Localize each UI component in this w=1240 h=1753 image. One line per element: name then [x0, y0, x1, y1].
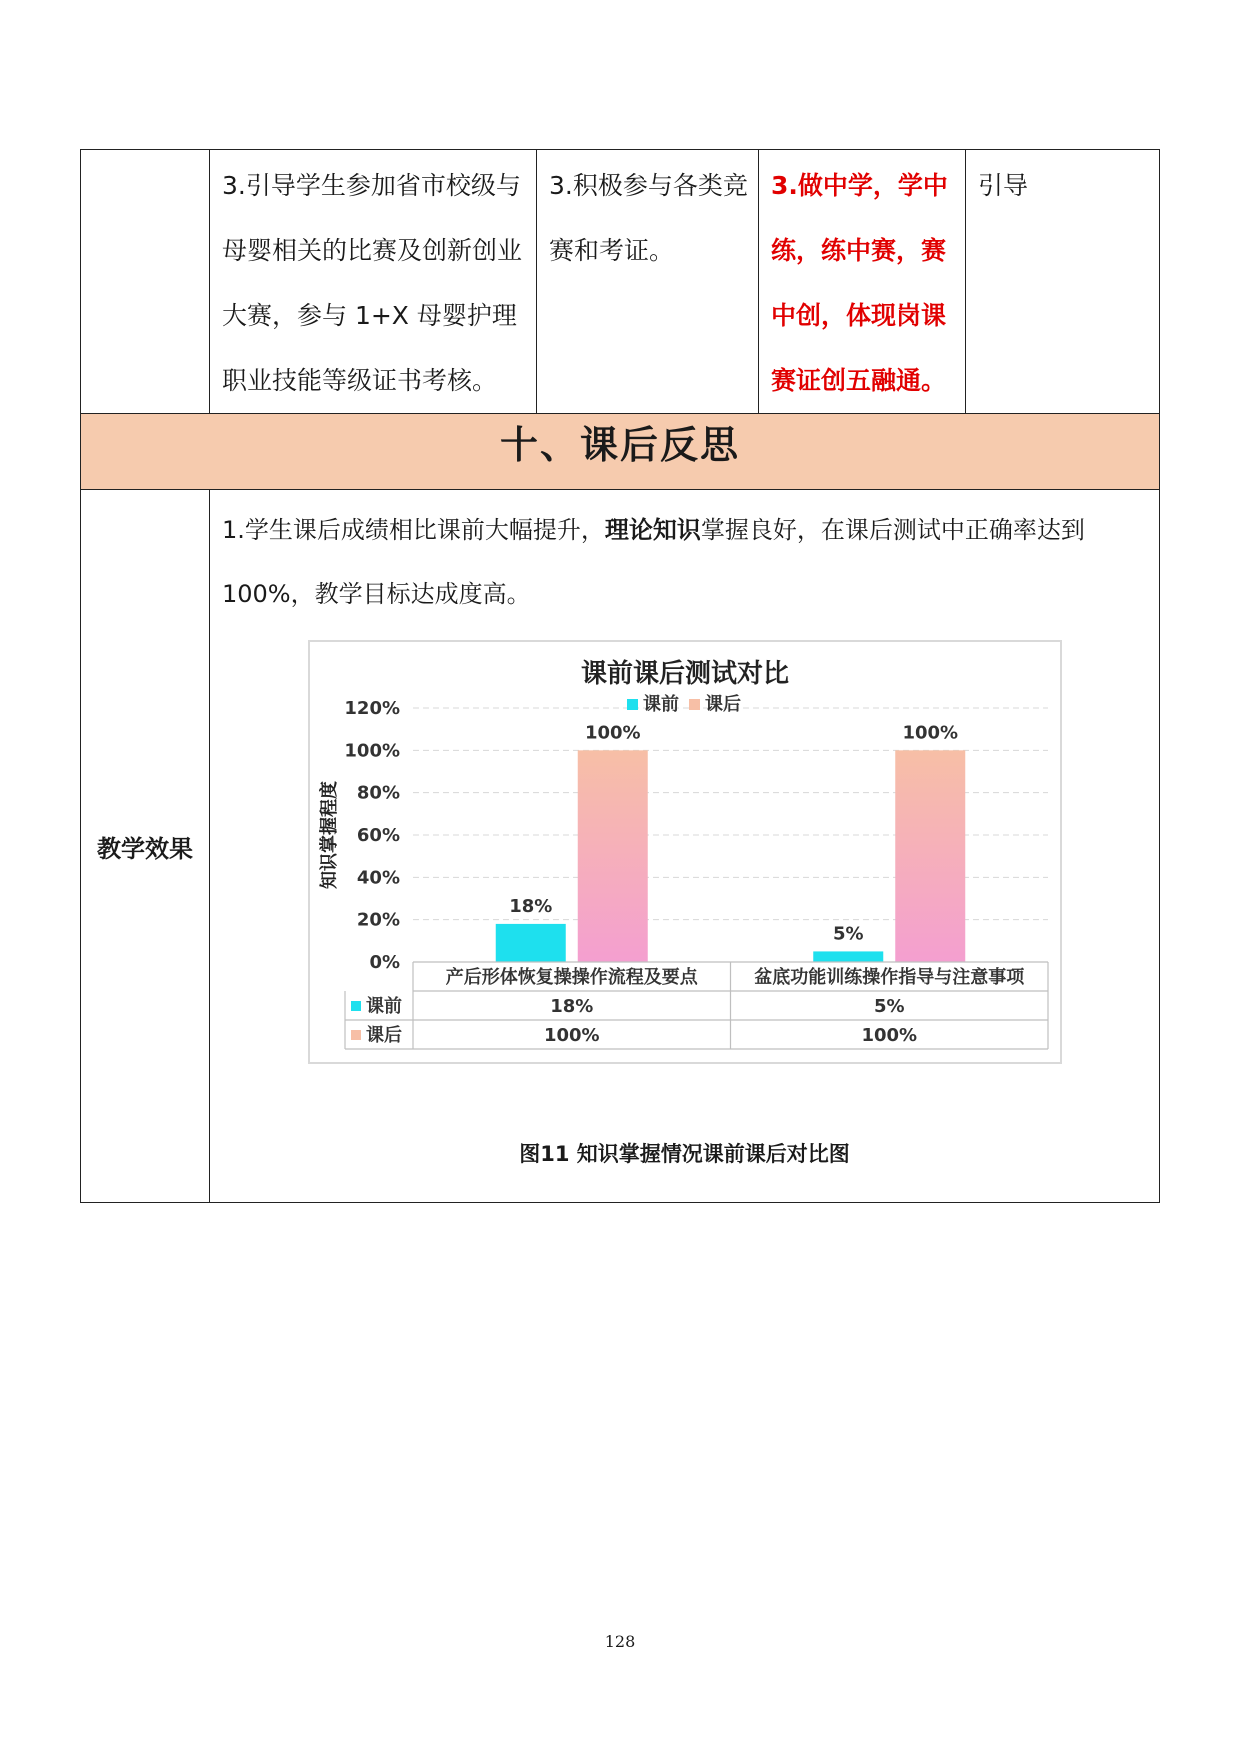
section-header [81, 414, 1160, 490]
figure-caption: 图11 知识掌握情况课前课后对比图 [519, 1142, 850, 1166]
top-row [81, 150, 1160, 414]
table-legend-swatch [351, 1001, 361, 1011]
bar-data-label: 100% [902, 722, 959, 744]
y-tick-label: 80% [356, 782, 400, 804]
top-row-label-cell [81, 150, 210, 414]
category-label: 产后形体恢复操操作流程及要点 [445, 967, 698, 988]
section-header-row [81, 414, 1160, 490]
effect-row [81, 490, 1160, 1203]
category-label: 盆底功能训练操作指导与注意事项 [754, 967, 1025, 988]
bar-after [895, 750, 965, 962]
legend-label: 课前 [643, 694, 679, 715]
effect-text: 1.学生课后成绩相比课前大幅提升，理论知识掌握良好，在课后测试中正确率达到100%，教学目标达成度高。 [222, 516, 1085, 608]
table-value: 100% [861, 1025, 918, 1046]
effect-label: 教学效果 [81, 490, 210, 1203]
chart-title: 课前课后测试对比 [580, 659, 790, 689]
y-tick-label: 40% [356, 867, 400, 889]
y-tick-label: 60% [356, 825, 400, 846]
table-value: 5% [873, 996, 905, 1017]
bar-before [813, 951, 883, 962]
table-value: 100% [543, 1025, 600, 1046]
bar-data-label: 18% [509, 895, 553, 917]
legend-swatch [689, 699, 700, 710]
top-row-method: 引导 [966, 150, 1160, 414]
section-title: 十、课后反思 [499, 423, 740, 467]
top-row-design-intent: 3.做中学，学中练，练中赛，赛中创，体现岗课赛证创五融通。 [759, 150, 966, 414]
y-tick-label: 0% [369, 952, 400, 973]
table-legend-swatch [351, 1030, 361, 1040]
y-tick-label: 20% [356, 909, 400, 931]
bar-chart [310, 642, 1060, 1062]
legend-label: 课后 [705, 694, 741, 715]
table-series-label: 课前 [366, 996, 402, 1017]
chart-container [308, 640, 1062, 1064]
top-row-teacher-activity: 3.引导学生参加省市校级与母婴相关的比赛及创新创业大赛，参与 1+X 母婴护理职业技能等级证书考核。 [210, 150, 537, 414]
table-series-label: 课后 [366, 1025, 402, 1046]
page-number: 128 [604, 1632, 636, 1651]
lesson-plan-table [80, 149, 1160, 1203]
y-axis-label: 知识掌握程度 [319, 781, 340, 889]
bar-before [496, 924, 566, 962]
legend-swatch [627, 699, 638, 710]
y-tick-label: 100% [344, 740, 400, 762]
bar-after [578, 750, 648, 962]
y-tick-label: 120% [344, 698, 400, 719]
effect-content [210, 490, 1160, 1203]
table-value: 18% [550, 996, 594, 1017]
top-row-student-activity: 3.积极参与各类竞赛和考证。 [537, 150, 759, 414]
bar-data-label: 5% [832, 923, 864, 945]
bar-data-label: 100% [584, 722, 641, 744]
